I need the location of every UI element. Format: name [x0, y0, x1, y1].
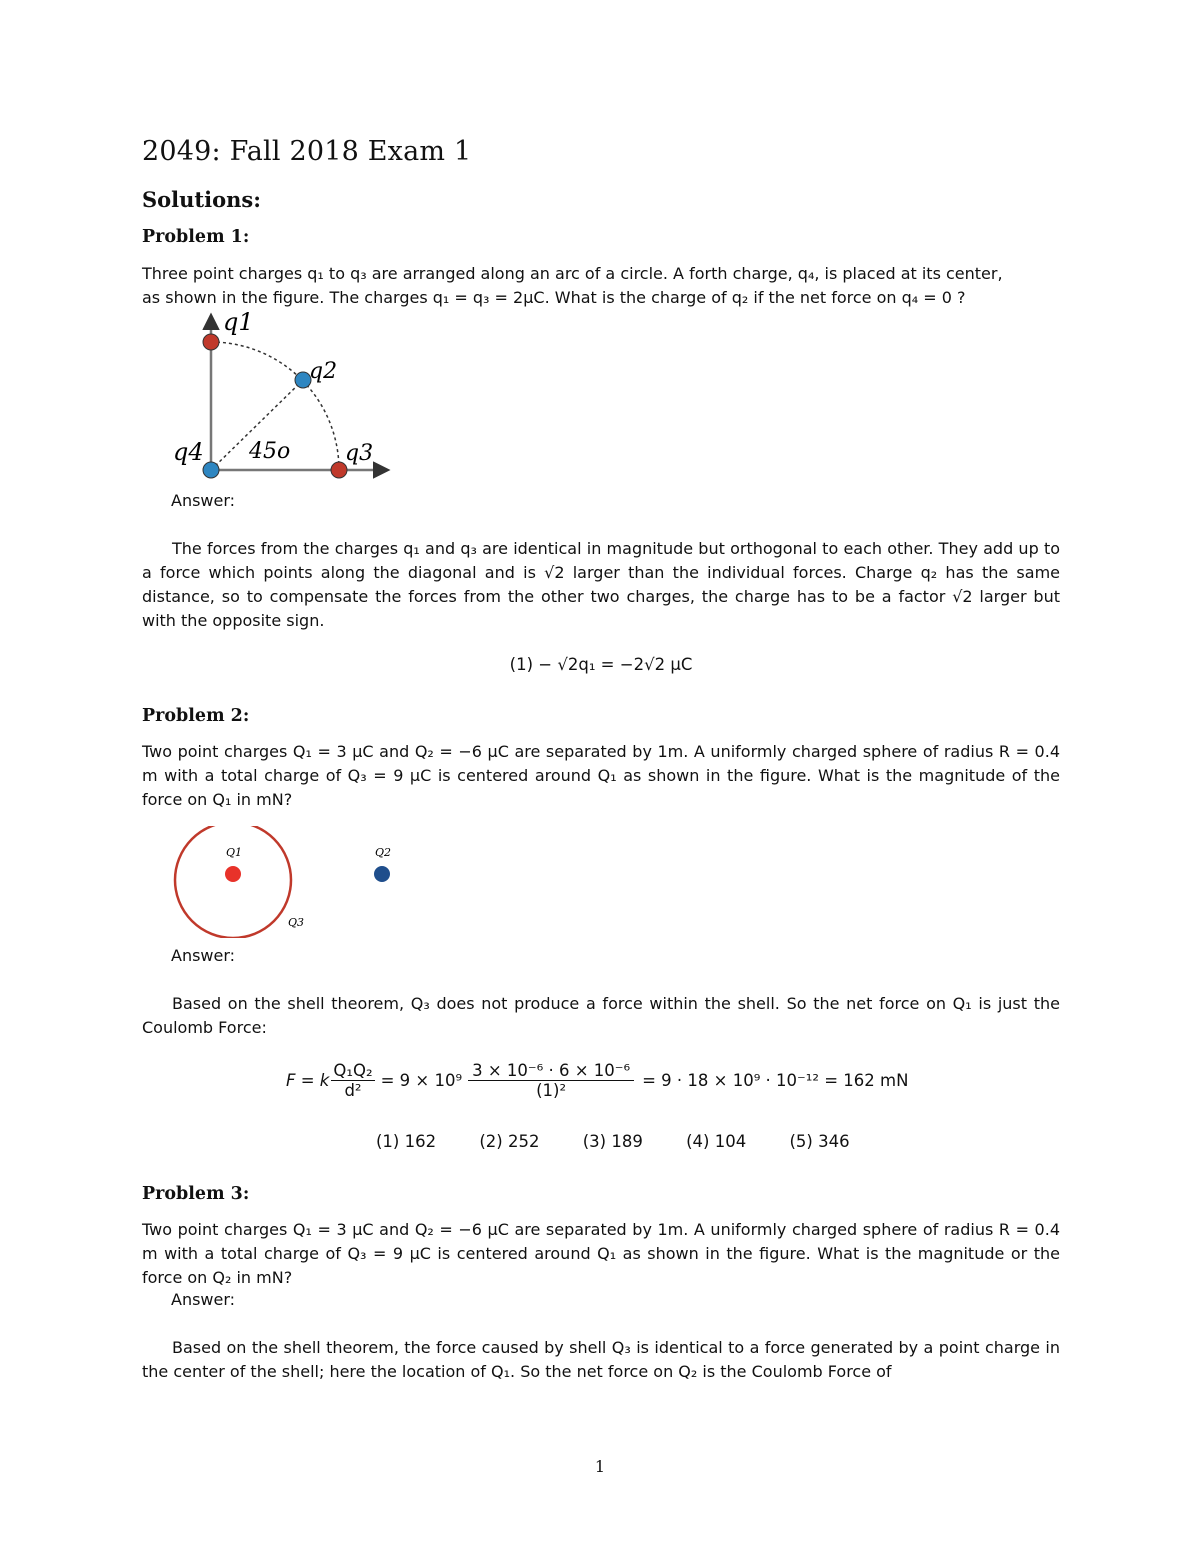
eq-frac2-num: 3 × 10⁻⁶ · 6 × 10⁻⁶ — [468, 1061, 634, 1081]
charge-Q2 — [374, 866, 390, 882]
label-Q2: Q2 — [375, 846, 392, 859]
problem1-question-line1: Three point charges q₁ to q₃ are arranged along an arc of a circle. A forth charge, q₄, is placed at its center, — [142, 264, 1003, 283]
charge-q1 — [203, 334, 219, 350]
label-angle: 45o — [249, 439, 291, 464]
problem2-answer-text: Based on the shell theorem, Q₃ does not produce a force within the shell. So the net force on Q₁ is just the Coulomb Force: — [142, 994, 1060, 1037]
label-Q3: Q3 — [288, 916, 305, 929]
problem3-heading: Problem 3: — [142, 1184, 250, 1204]
eq-rhs: = 9 · 18 × 10⁹ · 10⁻¹² = 162 mN — [642, 1070, 909, 1090]
problem2-figure — [170, 826, 400, 938]
problem3-question: Two point charges Q₁ = 3 μC and Q₂ = −6 μC are separated by 1m. A uniformly charged sphere of radius R = 0.4 m with a total charge of Q₃ = 9 μC is centered around Q₁ as shown in the figure. What is the magnitude or the force on Q₂ in mN? — [142, 1220, 1060, 1287]
page-number: 1 — [594, 1457, 606, 1476]
problem2-heading: Problem 2: — [142, 706, 250, 726]
charge-q4 — [203, 462, 219, 478]
problem2-question: Two point charges Q₁ = 3 μC and Q₂ = −6 μC are separated by 1m. A uniformly charged sphere of radius R = 0.4 m with a total charge of Q₃ = 9 μC is centered around Q₁ as shown in the figure. What is the magnitude of the force on Q₁ in mN? — [142, 742, 1060, 809]
charge-Q1 — [225, 866, 241, 882]
choice-4: (4) 104 — [686, 1132, 747, 1151]
problem3-answer-text: Based on the shell theorem, the force caused by shell Q₃ is identical to a force generated by a point charge in the center of the shell; here the location of Q₁. So the net force on Q₂ is the Coulomb Force of — [142, 1338, 1060, 1381]
problem1-question-line2: as shown in the figure. The charges q₁ = q₃ = 2μC. What is the charge of q₂ if the net force on q₄ = 0 ? — [142, 288, 966, 307]
eq-frac1-num: Q₁Q₂ — [333, 1060, 373, 1080]
problem3-answer-label: Answer: — [171, 1290, 236, 1309]
solutions-heading: Solutions: — [142, 187, 261, 212]
problem1-figure — [165, 308, 405, 486]
problem1-answer-label: Answer: — [171, 491, 236, 510]
problem2-answer-label: Answer: — [171, 946, 236, 965]
problem2-choices — [376, 1132, 888, 1151]
label-q1: q1 — [223, 308, 254, 336]
choice-5: (5) 346 — [789, 1132, 850, 1151]
problem1-answer-text: The forces from the charges q₁ and q₃ are identical in magnitude but orthogonal to each other. They add up to a force which points along the diagonal and is √2 larger than the individual forces. Charge q₂ has the same distance, so to compensate the forces from the other two charges, the charge has to be a factor √2 larger but with the opposite sign. — [142, 539, 1060, 630]
page-title: 2049: Fall 2018 Exam 1 — [142, 136, 472, 167]
label-q2: q2 — [309, 359, 338, 384]
eq-mid: = 9 × 10⁹ — [380, 1070, 463, 1090]
eq-frac2 — [468, 1061, 634, 1100]
label-q3: q3 — [345, 441, 374, 466]
problem1-heading: Problem 1: — [142, 227, 250, 247]
choice-3: (3) 189 — [582, 1132, 643, 1151]
eq-frac1 — [331, 1061, 374, 1100]
eq-frac2-den: (1)² — [536, 1080, 567, 1100]
eq-frac1-den: d² — [344, 1080, 362, 1100]
problem2-equation — [286, 1052, 908, 1108]
choice-1: (1) 162 — [376, 1132, 437, 1151]
eq-lhs: F = k — [286, 1070, 330, 1090]
problem1-result: (1) − √2q₁ = −2√2 μC — [509, 655, 693, 674]
label-Q1: Q1 — [226, 846, 243, 859]
label-q4: q4 — [173, 438, 204, 466]
choice-2: (2) 252 — [479, 1132, 540, 1151]
